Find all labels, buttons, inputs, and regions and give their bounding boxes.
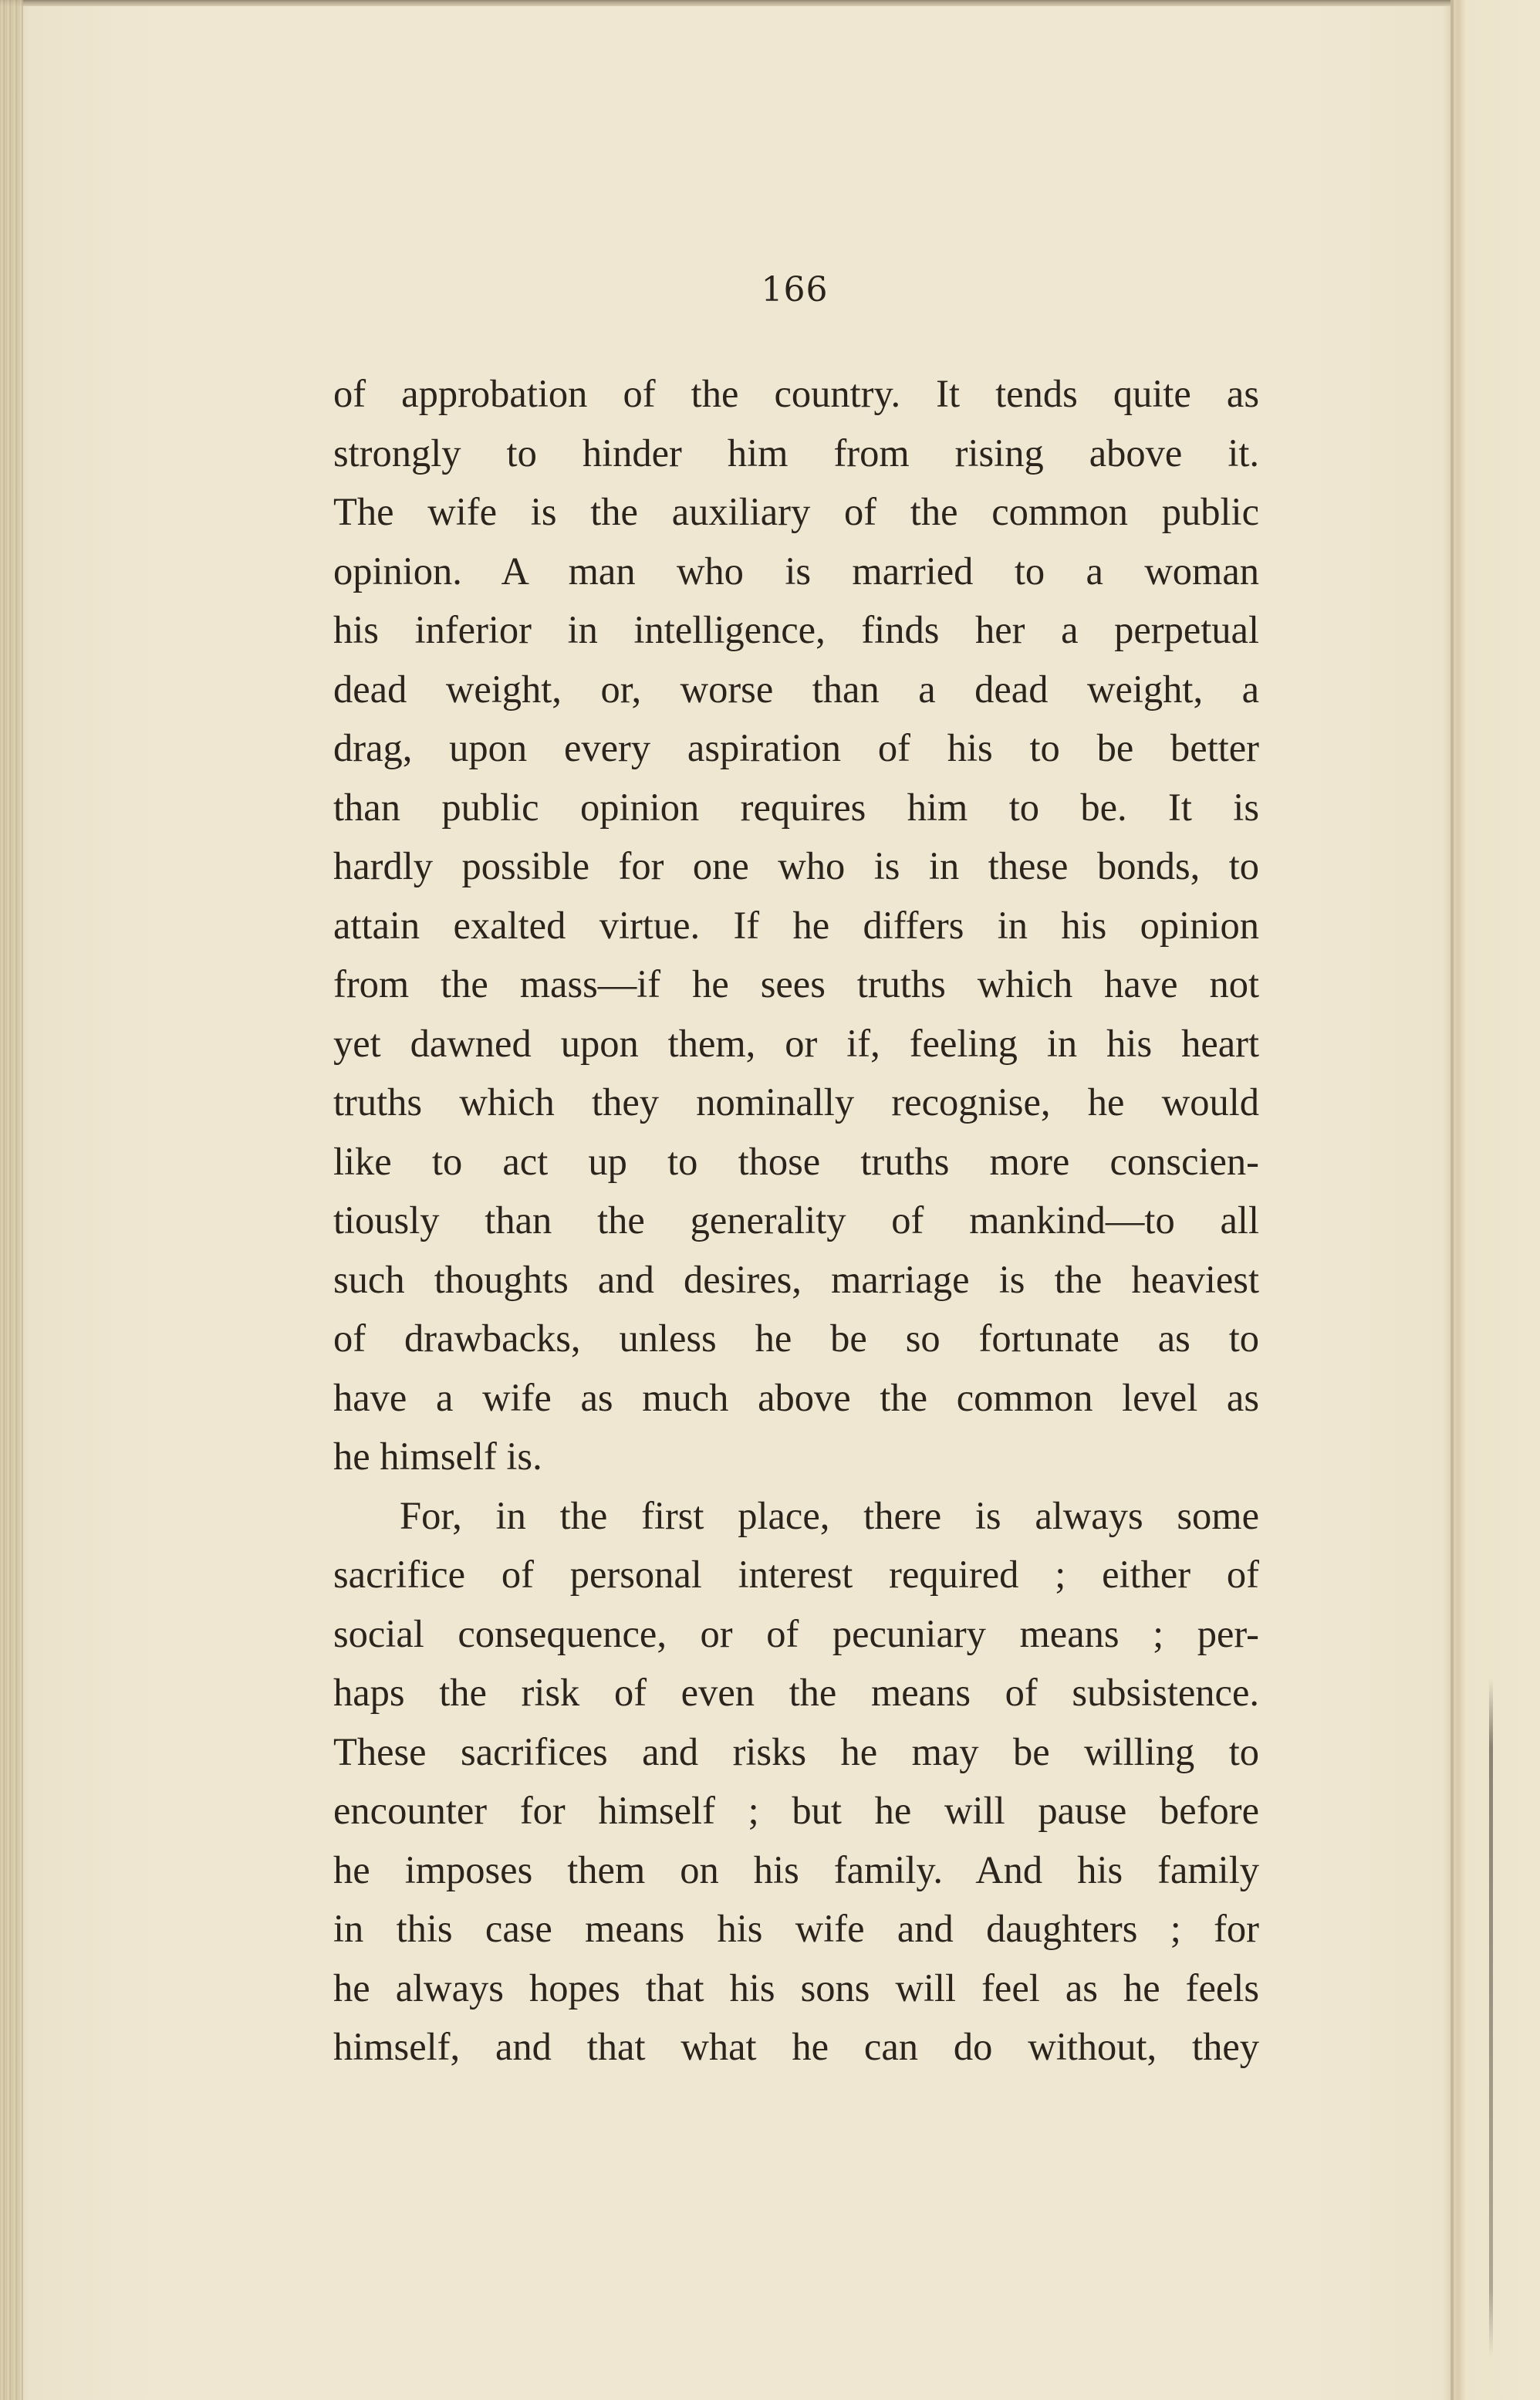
text-line: yet dawned upon them, or if, feeling in his heart: [333, 1021, 1259, 1065]
text-line: his inferior in intelligence, finds her a perpetual: [333, 608, 1259, 651]
text-line: tiously than the generality of mankind—to all: [333, 1198, 1259, 1242]
text-line: The wife is the auxiliary of the common public: [333, 490, 1259, 533]
text-line: truths which they nominally recognise, he would: [333, 1080, 1259, 1124]
page-number: 166: [761, 270, 829, 309]
right-margin-mark: [1489, 1678, 1493, 2358]
right-page-edge: [1451, 0, 1454, 2400]
text-line: hardly possible for one who is in these bonds, to: [333, 844, 1259, 887]
body-text: [333, 364, 1259, 2077]
paragraph: [333, 1486, 1259, 2077]
text-line: opinion. A man who is married to a woman: [333, 549, 1259, 593]
text-line: of approbation of the country. It tends quite as: [333, 372, 1259, 415]
text-line: have a wife as much above the common level as: [333, 1375, 1259, 1419]
text-line: social consequence, or of pecuniary means ; per-: [333, 1611, 1259, 1655]
text-line: drag, upon every aspiration of his to be better: [333, 726, 1259, 769]
text-line: These sacrifices and risks he may be willing to: [333, 1729, 1259, 1773]
binding-edge: [0, 0, 23, 2400]
text-line: such thoughts and desires, marriage is the heaviest: [333, 1257, 1259, 1301]
text-line: from the mass—if he sees truths which have not: [333, 962, 1259, 1006]
text-line: like to act up to those truths more conscien-: [333, 1139, 1259, 1183]
text-line: than public opinion requires him to be. It is: [333, 785, 1259, 829]
text-line: For, in the first place, there is always some: [400, 1493, 1259, 1537]
text-line: of drawbacks, unless he be so fortunate as to: [333, 1317, 1259, 1360]
top-edge-rule: [0, 0, 1451, 6]
text-line: himself, and that what he can do without, they: [333, 2025, 1259, 2068]
paragraph: [333, 364, 1259, 1486]
text-line: haps the risk of even the means of subsistence.: [333, 1671, 1259, 1714]
text-line: he always hopes that his sons will feel as he feels: [333, 1966, 1259, 2010]
text-line: attain exalted virtue. If he differs in his opinion: [333, 903, 1259, 947]
text-line: sacrifice of personal interest required ; either of: [333, 1553, 1259, 1596]
text-line: he himself is.: [333, 1435, 542, 1478]
text-line: in this case means his wife and daughters ; for: [333, 1907, 1259, 1950]
text-line: dead weight, or, worse than a dead weight, a: [333, 667, 1259, 711]
text-line: strongly to hinder him from rising above it.: [333, 431, 1259, 475]
text-line: he imposes them on his family. And his family: [333, 1847, 1259, 1891]
text-line: encounter for himself ; but he will pause before: [333, 1789, 1259, 1832]
